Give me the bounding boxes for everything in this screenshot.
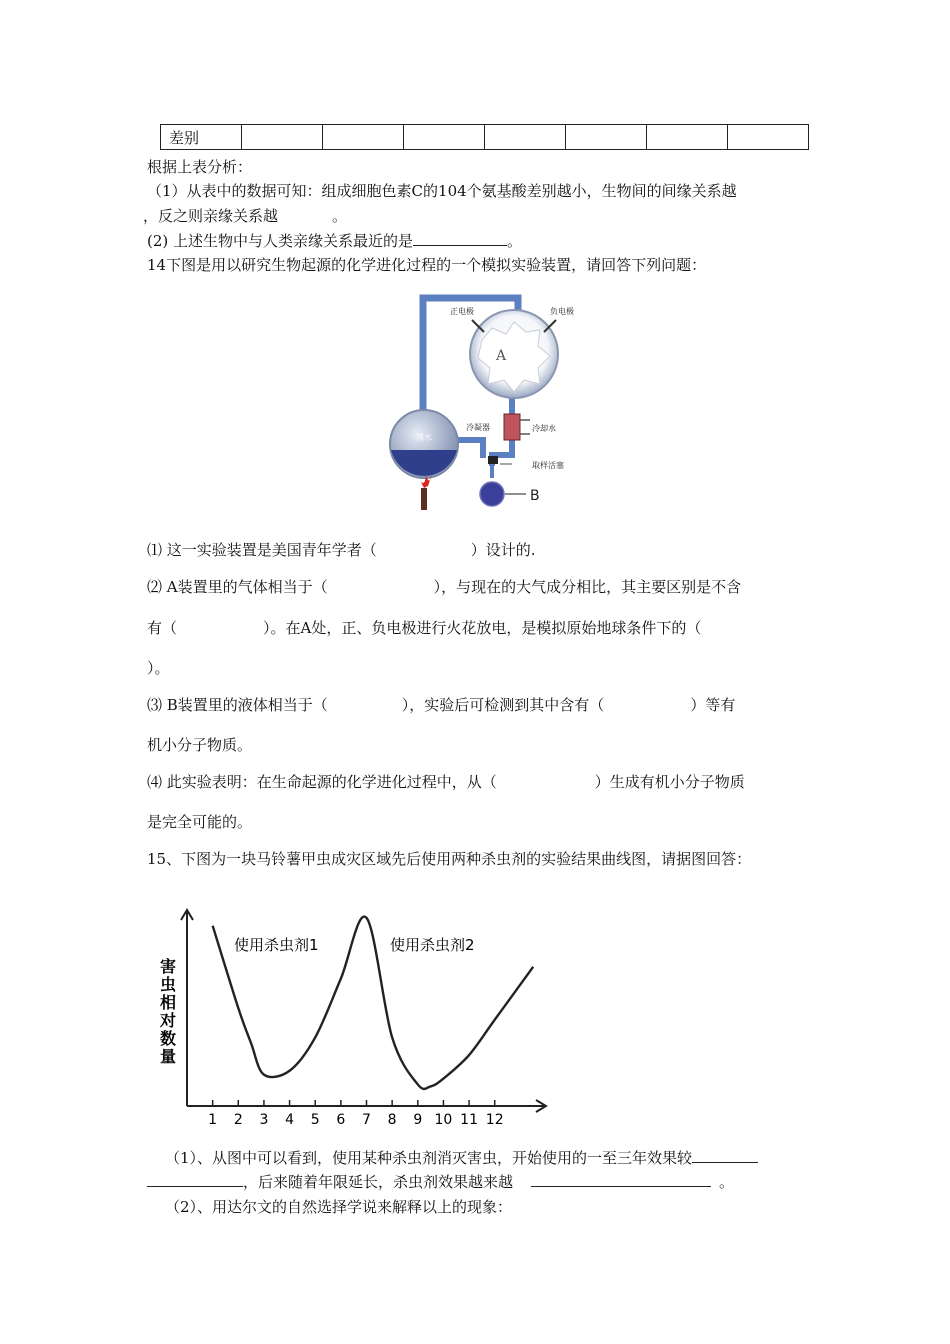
- table-row: [161, 125, 809, 150]
- flask-b: [480, 482, 504, 506]
- table-cell: [647, 125, 728, 150]
- q14-s2-line1: [147, 576, 741, 597]
- q15-1-text-b: ，后来随着年限延长，杀虫剂效果越来越: [243, 1173, 514, 1191]
- tube-bottom: [456, 440, 483, 458]
- q15-1-line2: [147, 1170, 734, 1192]
- q14-s3-text-d: 机小分子物质。: [147, 736, 253, 754]
- q14-s2-line2: [147, 617, 701, 638]
- q14-title: 14下图是用以研究生物起源的化学进化过程的一个模拟实验装置，请回答下列问题：: [147, 256, 707, 274]
- amino-acid-difference-table: [160, 124, 809, 150]
- annotation-insecticide-2: 使用杀虫剂2: [390, 936, 475, 954]
- q14-s1: [147, 539, 536, 560]
- q14-s1-end: ）设计的.: [470, 541, 536, 559]
- x-tick-label: 8: [387, 1112, 397, 1128]
- q14-s2-text-e: ）。: [147, 659, 170, 677]
- table-cell: [485, 125, 566, 150]
- q15-1-blank2[interactable]: [531, 1170, 711, 1187]
- y-axis-label: [159, 957, 176, 1066]
- condenser-label: 冷凝器: [466, 423, 490, 432]
- y-axis-label-char: 对: [159, 1011, 177, 1030]
- q14-s4-text-a: ⑷ 此实验表明：在生命起源的化学进化过程中，从（: [147, 773, 497, 791]
- sampling-valve-label: 取样活塞: [532, 461, 564, 470]
- annotation-insecticide-1: 使用杀虫剂1: [234, 936, 319, 954]
- x-tick-label: 4: [285, 1112, 295, 1128]
- q15-1-line1: [165, 1146, 758, 1168]
- q14-s3-line1: [147, 694, 735, 715]
- q15-1-text-c: 。: [719, 1173, 735, 1191]
- q15-1-blank1a[interactable]: [692, 1146, 758, 1163]
- q14-s4-line1: [147, 771, 745, 792]
- q2-blank[interactable]: [413, 229, 507, 246]
- condenser: [504, 414, 520, 440]
- table-cell: [404, 125, 485, 150]
- q14-s1-text: ⑴ 这一实验装置是美国青年学者（: [147, 541, 377, 559]
- q14-s3-text-b: ），实验后可检测到其中含有（: [401, 696, 605, 714]
- analysis-heading: 根据上表分析：: [147, 158, 253, 176]
- q14-s2-text-a: ⑵ A装置里的气体相当于（: [147, 578, 328, 596]
- q14-s2-text-b: ），与现在的大气成分相比，其主要区别是不含: [433, 578, 742, 596]
- q14-s2-text-c: 有（: [147, 619, 178, 637]
- x-tick-label: 10: [434, 1112, 453, 1128]
- pest-population-chart: [150, 890, 560, 1135]
- q1-line1: （1）从表中的数据可知：组成细胞色素C的104个氨基酸差别越小，生物间的间缘关系越: [147, 182, 737, 200]
- x-tick-label: 5: [310, 1112, 320, 1128]
- x-tick-label: 9: [413, 1112, 423, 1128]
- positive-electrode-label: 正电极: [450, 307, 474, 316]
- q1-line2: [143, 205, 347, 226]
- x-tick-label: 2: [233, 1112, 243, 1128]
- x-tick-label: 1: [208, 1112, 218, 1128]
- q2-text: (2) 上述生物中与人类亲缘关系最近的是: [147, 232, 414, 250]
- q2-line: [147, 229, 522, 251]
- q2-end: 。: [507, 232, 523, 250]
- miller-apparatus-diagram: [388, 290, 594, 516]
- y-axis-label-char: 虫: [159, 975, 177, 994]
- q1-line2-end: 。: [332, 207, 348, 225]
- y-axis-label-char: 相: [159, 993, 177, 1012]
- table-cell: [728, 125, 809, 150]
- q15-2: （2）、用达尔文的自然选择学说来解释以上的现象：: [165, 1198, 513, 1216]
- q15-1-blank1b[interactable]: [147, 1170, 243, 1187]
- x-tick-label: 12: [485, 1112, 504, 1128]
- q15-1-text-a: （1）、从图中可以看到，使用某种杀虫剂消灭害虫，开始使用的一至三年效果较: [165, 1149, 693, 1167]
- q14-s2-text-d: ）。在A处，正、负电极进行火花放电，是模拟原始地球条件下的（: [263, 619, 702, 637]
- table-cell: [323, 125, 404, 150]
- q15-title: 15、下图为一块马铃薯甲虫成灾区域先后使用两种杀虫剂的实验结果曲线图，请据图回答：: [147, 850, 752, 868]
- x-tick-label: 3: [259, 1112, 269, 1128]
- table-cell: [566, 125, 647, 150]
- y-axis-label-char: 数: [159, 1029, 177, 1048]
- q14-s3-text-c: ）等有: [690, 696, 736, 714]
- q14-s4-text-b: ）生成有机小分子物质: [594, 773, 745, 791]
- table-cell: [242, 125, 323, 150]
- x-tick-label: 11: [460, 1112, 478, 1128]
- q14-s3-text-a: ⑶ B装置里的液体相当于（: [147, 696, 328, 714]
- q14-s4-text-c: 是完全可能的。: [147, 813, 253, 831]
- negative-electrode-label: 负电极: [550, 307, 574, 316]
- x-tick-label: 6: [336, 1112, 346, 1128]
- flask-b-label: B: [530, 488, 540, 504]
- table-row-label: 差别: [161, 125, 242, 150]
- q1-line2-text: ，反之则亲缘关系越: [143, 207, 279, 225]
- cooling-water-label: 冷却水: [532, 424, 556, 433]
- boiling-water-label: 沸水: [416, 433, 432, 442]
- flask-a-label: A: [496, 348, 507, 364]
- x-tick-label: 7: [362, 1112, 371, 1128]
- y-axis-label-char: 量: [159, 1047, 177, 1066]
- y-axis-label-char: 害: [159, 957, 177, 976]
